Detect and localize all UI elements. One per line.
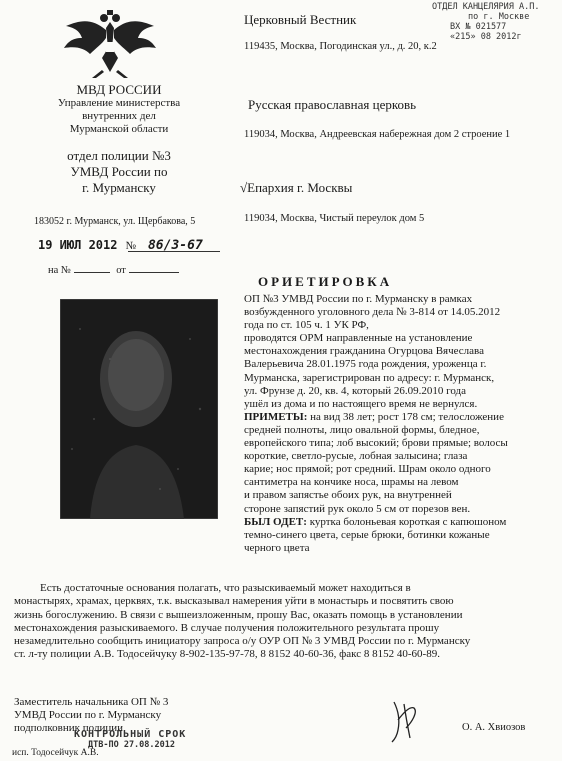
signs-line: средней полноты, лицо овальной формы, бледное, (244, 423, 480, 436)
reference-line (48, 265, 192, 276)
recipient-name: Русская православная церковь (248, 97, 417, 112)
outgoing-number: 86/3-67 (147, 238, 203, 253)
ministry-title: МВД РОССИИ (76, 82, 162, 97)
recipient-address: 119034, Москва, Чистый переулок дом 5 (244, 213, 425, 224)
outgoing-date: 19 ИЮЛ 2012 (38, 238, 118, 252)
control-stamp-title: КОНТРОЛЬНЫЙ СРОК (74, 729, 187, 740)
handwritten-signature (388, 698, 422, 744)
orientation-line: проводятся ОРМ направленные на установление (244, 332, 473, 345)
reference-from-label: от (116, 265, 126, 276)
person-photo (60, 299, 218, 519)
recipient-address: 119034, Москва, Андреевская набережная дом 2 строение 1 (244, 129, 511, 140)
dressed-line: черного цвета (244, 541, 310, 554)
body-line: Есть достаточные основания полагать, что разыскиваемый может находиться в (40, 582, 411, 594)
signs-line: стороне запястий рук около 5 см от порезов вен. (244, 502, 471, 515)
signs-line: на вид 38 лет; рост 178 см; телосложение (307, 410, 504, 423)
recipient-block (240, 180, 352, 196)
department-line: внутренних дел (82, 110, 156, 122)
reference-label: на № (48, 265, 71, 276)
control-stamp-date: ДТВ-ПО 27.08.2012 (88, 740, 175, 750)
orientation-line: ОП №3 УМВД России по г. Мурманску в рамках (244, 293, 473, 305)
recipient-address: 119435, Москва, Погодинская ул., д. 20, к.2 (244, 41, 437, 52)
orientation-line: Мурманска, зарегистрирован по адресу: г. Мурманск, (244, 371, 495, 384)
sender-address: 183052 г. Мурманск, ул. Щербакова, 5 (34, 216, 196, 227)
body-line: жизнь богослужению. В связи с вышеизложенным, прошу Вас, оказать помощь в установлении (14, 608, 463, 621)
control-stamp (74, 730, 204, 750)
position-line: УМВД России по г. Мурманску (14, 709, 162, 721)
recipient-name: Епархия г. Москвы (247, 180, 353, 195)
eagle-emblem-icon (62, 8, 158, 80)
station-line: отдел полиции №3 (67, 148, 171, 163)
sender-header (34, 82, 204, 196)
signs-line: и правом запястье обоих рук, на внутренней (244, 489, 452, 502)
department-line: Мурманской области (69, 123, 169, 135)
orientation-line: местонахождения гражданина Огурцова Вячеслава (244, 345, 484, 358)
body-line: местонахождения разыскиваемого. В случае получения положительного результата прошу (14, 621, 440, 634)
dressed-line: темно-синего цвета, серые брюки, ботинки кожаные (244, 528, 490, 541)
check-mark-icon: √ (240, 180, 248, 195)
request-paragraph (14, 582, 552, 662)
stamp-line: ОТДЕЛ КАНЦЕЛЯРИЯ А.П. (432, 2, 540, 12)
signs-line: короткие, светло-русые, лобная залысина; глаза (244, 450, 468, 463)
position-line: подполковник полиции (14, 722, 124, 734)
station-line: УМВД России по (70, 164, 168, 179)
dressed-label: БЫЛ ОДЕТ: (244, 515, 307, 528)
orientation-title: ОРИЕТИРОВКА (258, 274, 393, 289)
body-line: ст. л-ту полиции А.В. Тодосейчуку 8-902-135-97-78, 8 8152 40-60-36, факс 8 8152 40-60-89. (14, 648, 440, 661)
station-line: г. Мурманску (82, 180, 156, 195)
department-line: Управление министерства (57, 97, 181, 109)
signs-label: ПРИМЕТЫ: (244, 410, 308, 423)
orientation-line: года по ст. 105 ч. 1 УК РФ, (244, 319, 369, 332)
orientation-text (244, 293, 508, 555)
stamp-line: «215» 08 2012г (450, 32, 522, 42)
outgoing-date-line (38, 236, 220, 254)
signs-line: европейского типа; лоб высокий; брови прямые; волосы (244, 437, 508, 450)
body-line: монастырях, храмах, церквях, т.к. высказывал намерения уйти в монастырь и посвятить свою (14, 595, 454, 608)
orientation-line: Валерьевича 28.01.1975 года рождения, уроженца г. (244, 358, 487, 371)
stamp-line: по г. Москве (468, 12, 530, 22)
position-line: Заместитель начальника ОП № 3 (14, 696, 169, 708)
body-line: незамедлительно сообщить инициатору запроса о/у ОУР ОП № 3 УМВД России по г. Мурманску (14, 635, 471, 648)
incoming-stamp (432, 2, 560, 42)
number-label: № (125, 240, 136, 252)
signs-line: карие; нос прямой; рот средний. Шрам около одного (244, 463, 491, 476)
orientation-line: ул. Фрунзе д. 20, кв. 4, который 26.09.2010 года (244, 384, 467, 397)
recipient-name: Церковный Вестник (244, 12, 357, 27)
dressed-line: куртка болоньевая короткая с капюшоном (306, 515, 507, 528)
stamp-line: ВХ № 021577 (450, 22, 507, 32)
signatory-name: О. А. Хвиозов (462, 722, 526, 733)
signs-line: сантиметра на кончике носа, шрамы на левом (244, 476, 459, 489)
orientation-line: ушёл из дома и по настоящего время не вернулся. (244, 397, 478, 410)
orientation-line: возбужденного уголовного дела № 3-814 от 14.05.2012 (244, 306, 501, 319)
executor-note: исп. Тодосейчук А.В. (12, 748, 99, 758)
